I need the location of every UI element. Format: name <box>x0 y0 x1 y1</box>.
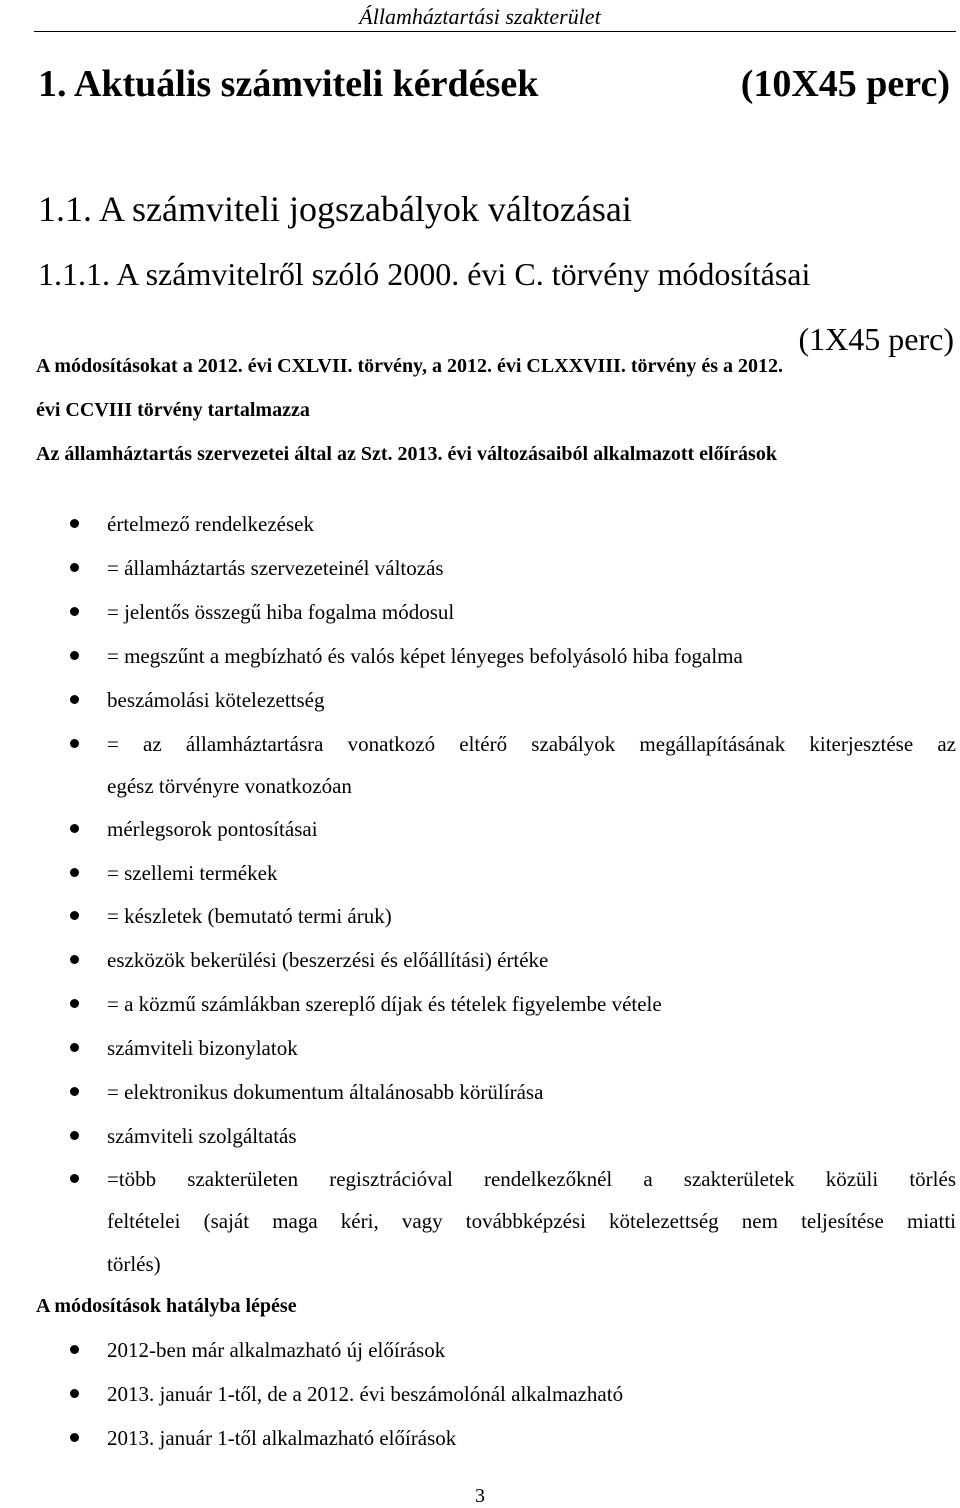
list-item-text: értelmező rendelkezések <box>107 512 314 536</box>
list-item-text: = a közmű számlákban szereplő díjak és tételek figyelembe vétele <box>107 992 662 1016</box>
list-item-text: = az államháztartásra vonatkozó eltérő szabályok megállapításának kiterjesztése az <box>107 732 956 756</box>
chapter-heading: 1. Aktuális számviteli kérdések <box>38 63 539 105</box>
subsection-heading: 1.1.1. A számvitelről szóló 2000. évi C. törvény módosításai <box>38 256 811 292</box>
bullet-icon <box>70 1174 79 1183</box>
effective-heading: A módosítások hatályba lépése <box>36 1295 297 1317</box>
list-item-text: eszközök bekerülési (beszerzési és előállítási) értéke <box>107 948 549 972</box>
bullet-icon <box>70 607 79 616</box>
list-item-text: számviteli bizonylatok <box>107 1036 298 1060</box>
bullet-icon <box>70 1389 79 1398</box>
bullet-icon <box>70 739 79 748</box>
list-item-continuation: feltételei (saját maga kéri, vagy továbbképzési kötelezettség nem teljesítése miatti <box>107 1209 956 1233</box>
bullet-icon <box>70 651 79 660</box>
list-item-continuation: egész törvényre vonatkozóan <box>107 774 352 798</box>
list-item-text: = jelentős összegű hiba fogalma módosul <box>107 600 455 624</box>
chapter-duration: (10X45 perc) <box>740 63 950 105</box>
list-item-text: számviteli szolgáltatás <box>107 1124 297 1148</box>
list-item-continuation: törlés) <box>107 1252 161 1276</box>
list-item-text: = államháztartás szervezeteinél változás <box>107 556 444 580</box>
list-item-text: = szellemi termékek <box>107 861 278 885</box>
bullet-icon <box>70 999 79 1008</box>
bullet-icon <box>70 1345 79 1354</box>
page-number: 3 <box>475 1485 485 1507</box>
intro-line-1: A módosításokat a 2012. évi CXLVII. törvény, a 2012. évi CLXXVIII. törvény és a 2012. <box>36 355 784 377</box>
bullet-icon <box>70 911 79 920</box>
bullet-icon <box>70 868 79 877</box>
section-heading: 1.1. A számviteli jogszabályok változásai <box>38 189 632 229</box>
bullet-icon <box>70 1087 79 1096</box>
list-item-text: =több szakterületen regisztrációval rendelkezőknél a szakterületek közüli törlés <box>107 1167 956 1191</box>
list-item-text: beszámolási kötelezettség <box>107 688 325 712</box>
list-item-text: 2012-ben már alkalmazható új előírások <box>107 1338 446 1362</box>
list-item-text: mérlegsorok pontosításai <box>107 817 318 841</box>
list-item-text: 2013. január 1-től alkalmazható előírások <box>107 1426 457 1450</box>
bullet-icon <box>70 695 79 704</box>
list-item-text: = készletek (bemutató termi áruk) <box>107 904 392 928</box>
bullet-icon <box>70 1131 79 1140</box>
running-header: Államháztartási szakterület <box>359 4 601 29</box>
intro-line-2: évi CCVIII törvény tartalmazza <box>36 399 310 421</box>
bullet-icon <box>70 1043 79 1052</box>
bullet-icon <box>70 955 79 964</box>
subsection-duration: (1X45 perc) <box>798 321 954 357</box>
bullet-icon <box>70 824 79 833</box>
list-item-text: = megszűnt a megbízható és valós képet lényeges befolyásoló hiba fogalma <box>107 644 743 668</box>
bullet-icon <box>70 563 79 572</box>
header-rule <box>34 31 956 32</box>
list-item-text: = elektronikus dokumentum általánosabb körülírása <box>107 1080 544 1104</box>
bullet-icon <box>70 519 79 528</box>
bullet-icon <box>70 1433 79 1442</box>
list-item-text: 2013. január 1-től, de a 2012. évi beszámolónál alkalmazható <box>107 1382 624 1406</box>
intro-line-3: Az államháztartás szervezetei által az Szt. 2013. évi változásaiból alkalmazott előírások <box>36 443 777 465</box>
